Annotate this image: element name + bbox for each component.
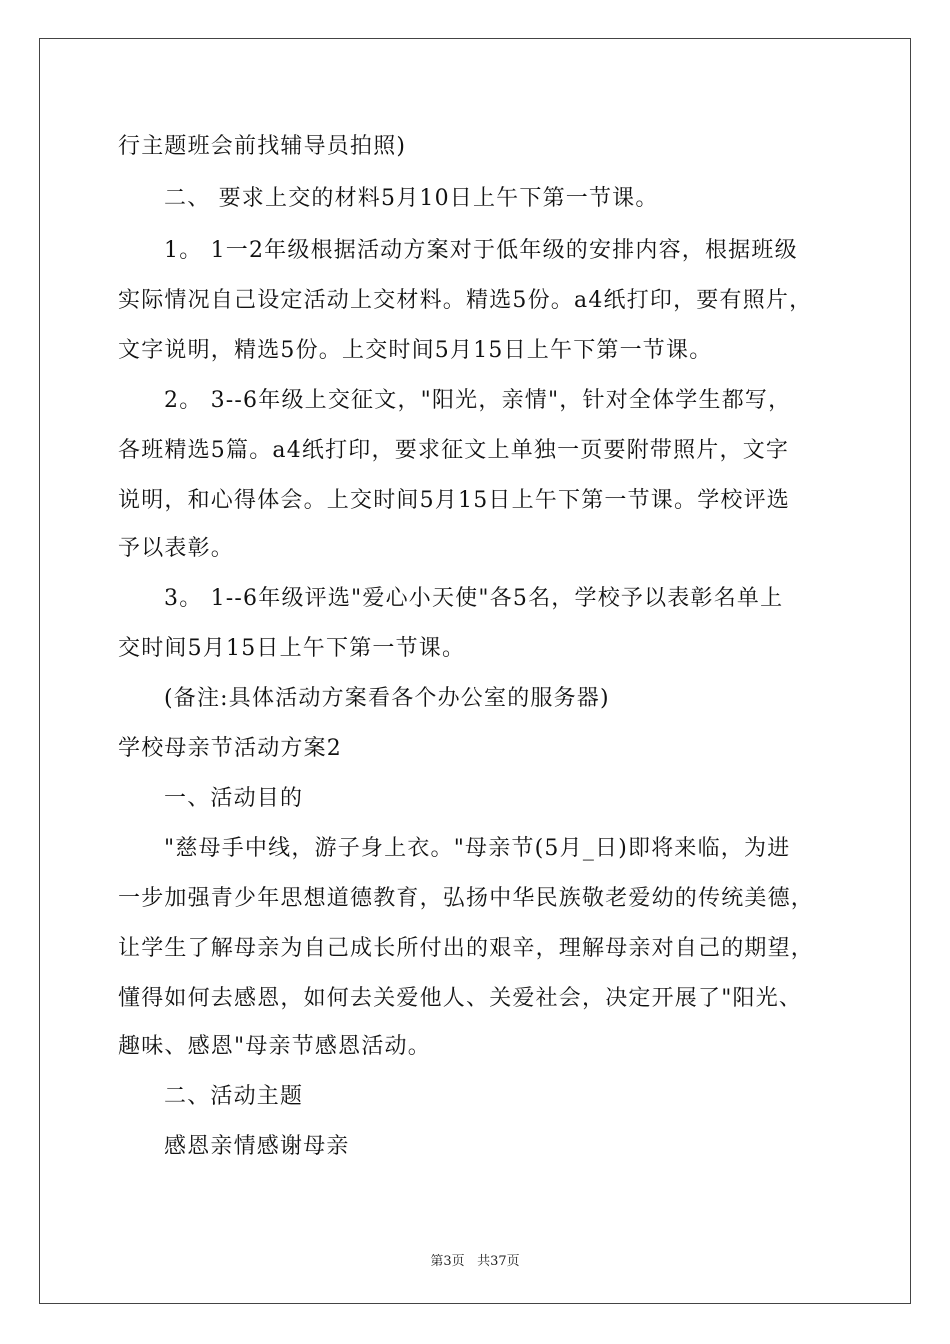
- text-line: 各班精选5篇。a4纸打印，要求征文上单独一页要附带照片，文字: [118, 438, 790, 463]
- text-line: (备注:具体活动方案看各个办公室的服务器): [164, 686, 610, 711]
- text-line: 交时间5月15日上午下第一节课。: [118, 636, 466, 661]
- text-line: 感恩亲情感谢母亲: [164, 1134, 350, 1159]
- text-line: "慈母手中线，游子身上衣。"母亲节(5月_日)即将来临，为进: [164, 836, 791, 861]
- text-line: 说明，和心得体会。上交时间5月15日上午下第一节课。学校评选: [118, 488, 790, 513]
- page-footer: [0, 1250, 950, 1269]
- text-line: 文字说明，精选5份。上交时间5月15日上午下第一节课。: [118, 338, 713, 363]
- subsection-heading: 一、活动目的: [164, 786, 304, 811]
- text-line: 一步加强青少年思想道德教育，弘扬中华民族敬老爱幼的传统美德，: [118, 886, 815, 911]
- text-line: 3。 1--6年级评选"爱心小天使"各5名，学校予以表彰名单上: [164, 586, 784, 611]
- page-border: [39, 38, 911, 1304]
- text-line: 实际情况自己设定活动上交材料。精选5份。a4纸打印，要有照片，: [118, 288, 813, 313]
- text-line: 予以表彰。: [118, 536, 235, 561]
- subsection-heading: 二、活动主题: [164, 1084, 304, 1109]
- text-line: 让学生了解母亲为自己成长所付出的艰辛，理解母亲对自己的期望，: [118, 936, 815, 961]
- page-total: 共37页: [477, 1254, 520, 1269]
- text-line: 行主题班会前找辅导员拍照): [118, 134, 407, 159]
- section-heading: 学校母亲节活动方案2: [118, 736, 342, 761]
- text-line: 趣味、感恩"母亲节感恩活动。: [118, 1034, 431, 1059]
- page-number: 第3页: [430, 1254, 465, 1269]
- text-line: 懂得如何去感恩，如何去关爱他人、关爱社会，决定开展了"阳光、: [118, 986, 803, 1011]
- text-line: 1。 1一2年级根据活动方案对于低年级的安排内容，根据班级: [164, 238, 798, 263]
- text-line: 2。 3--6年级上交征文，"阳光，亲情"，针对全体学生都写，: [164, 388, 792, 413]
- text-line: 二、 要求上交的材料5月10日上午下第一节课。: [164, 186, 659, 211]
